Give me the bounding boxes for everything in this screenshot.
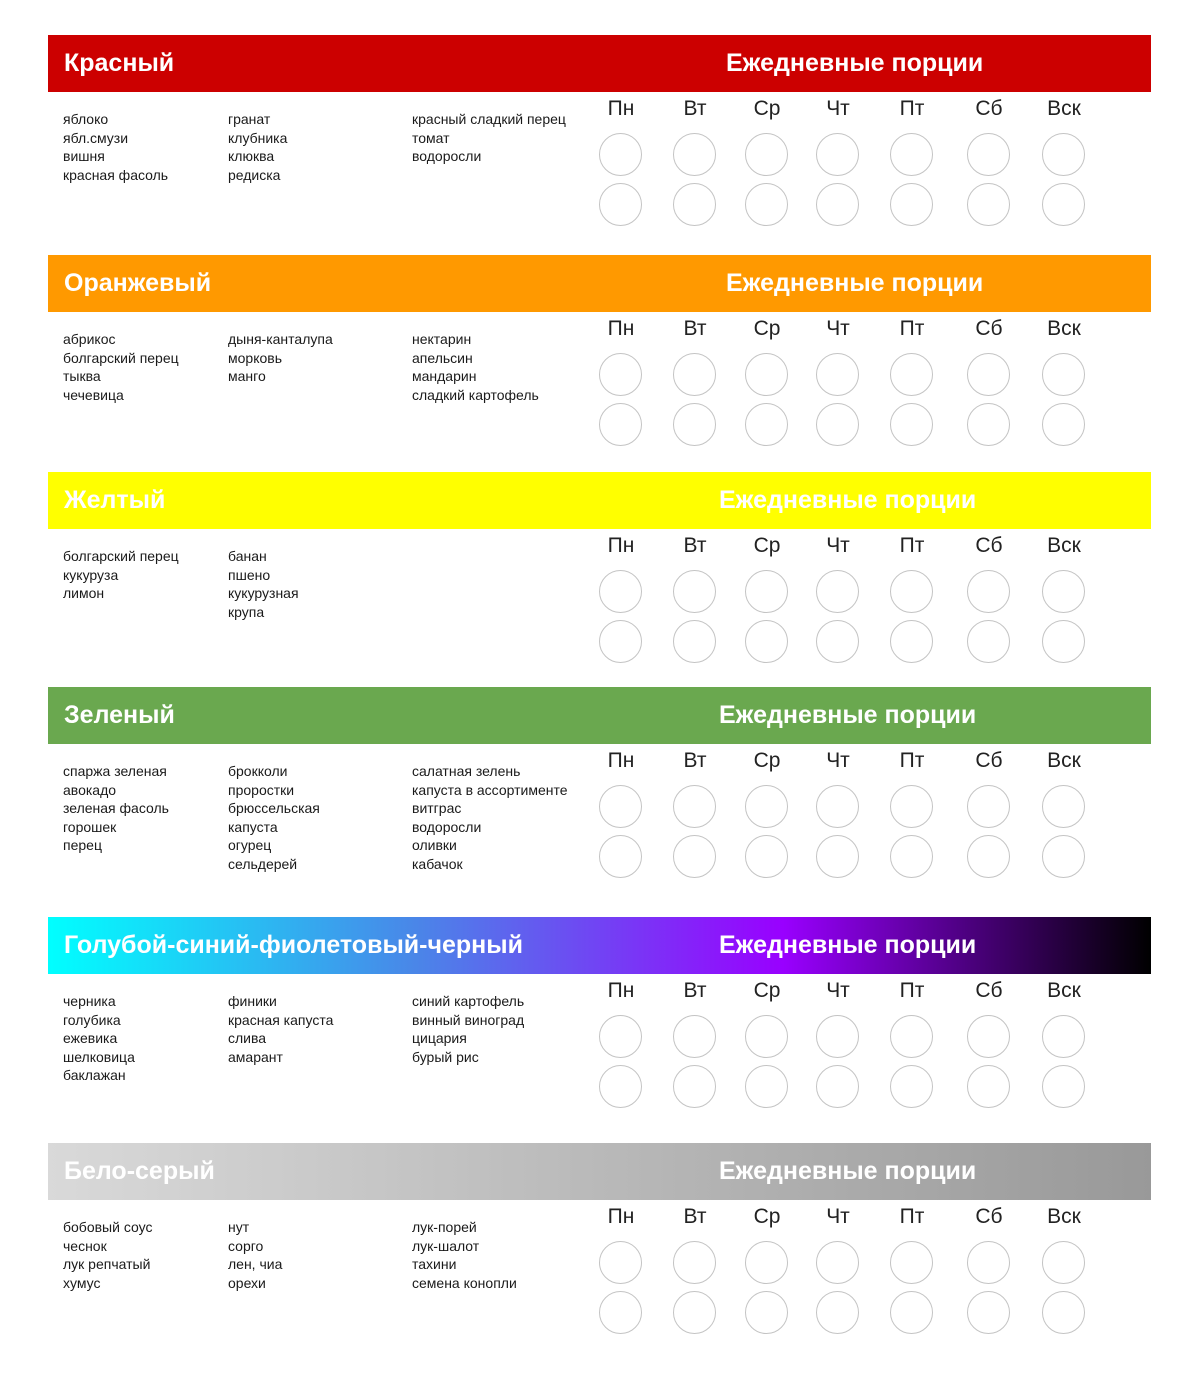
food-item: сорго <box>228 1237 264 1254</box>
food-item: банан <box>228 548 267 564</box>
food-item: зеленая фасоль <box>63 800 169 816</box>
day-label: Вт <box>683 534 707 557</box>
food-item: витграс <box>412 800 462 816</box>
food-item: крупа <box>228 603 265 620</box>
day-label: Пн <box>607 749 635 772</box>
serving-circle-sat-1[interactable] <box>967 785 1010 828</box>
section-red <box>48 35 1151 183</box>
serving-circle-sat-1[interactable] <box>967 570 1010 613</box>
day-label: Ср <box>753 534 781 557</box>
serving-circle-fri-1[interactable] <box>890 785 933 828</box>
day-label: Чт <box>826 97 850 120</box>
food-item: клубника <box>228 129 288 146</box>
day-label: Вск <box>1047 1205 1081 1228</box>
serving-circle-thu-2[interactable] <box>816 835 859 878</box>
serving-circle-wed-2[interactable] <box>745 403 788 446</box>
food-item: брюссельская <box>228 800 320 816</box>
serving-circle-fri-1[interactable] <box>890 1015 933 1058</box>
serving-circle-sun-2[interactable] <box>1042 403 1085 446</box>
food-item: баклажан <box>63 1067 126 1083</box>
food-item: абрикос <box>63 331 116 347</box>
food-list-column <box>63 330 179 404</box>
serving-circle-mon-2[interactable] <box>599 1291 642 1334</box>
food-item: финики <box>228 993 277 1009</box>
food-item: лен, чиа <box>228 1256 283 1272</box>
food-item: яблоко <box>63 111 109 127</box>
section-title: Бело-серый <box>64 1157 215 1185</box>
serving-circle-fri-1[interactable] <box>890 1241 933 1284</box>
serving-circle-fri-2[interactable] <box>890 835 933 878</box>
day-label: Вт <box>683 317 707 340</box>
serving-circle-sun-2[interactable] <box>1042 1291 1085 1334</box>
serving-circle-thu-2[interactable] <box>816 1291 859 1334</box>
serving-circle-sat-2[interactable] <box>967 1065 1010 1108</box>
serving-circle-tue-2[interactable] <box>673 1291 716 1334</box>
serving-circle-sat-1[interactable] <box>967 133 1010 176</box>
serving-circle-wed-1[interactable] <box>745 785 788 828</box>
food-item: кабачок <box>412 855 463 872</box>
day-label: Вск <box>1047 97 1081 120</box>
day-label: Сб <box>975 317 1003 340</box>
section-white-gray <box>48 1143 1151 1291</box>
food-item: дыня-канталупа <box>228 331 333 347</box>
food-list-column <box>228 330 333 386</box>
day-label: Чт <box>826 1205 850 1228</box>
serving-circle-fri-1[interactable] <box>890 353 933 396</box>
section-title: Зеленый <box>64 701 175 729</box>
food-item: голубика <box>63 1011 121 1028</box>
food-list-column <box>412 110 566 166</box>
day-label: Пн <box>607 979 635 1002</box>
serving-circle-thu-2[interactable] <box>816 183 859 226</box>
section-header-bar <box>48 687 1151 744</box>
food-item: красный сладкий перец <box>412 111 566 127</box>
food-item: салатная зелень <box>412 763 521 779</box>
day-label: Пн <box>607 534 635 557</box>
food-item: перец <box>63 837 102 853</box>
section-header-bar <box>48 917 1151 974</box>
food-list-column <box>63 110 168 184</box>
serving-circle-wed-1[interactable] <box>745 1015 788 1058</box>
food-list-column <box>412 1218 517 1292</box>
food-list-column <box>63 762 169 855</box>
serving-circle-fri-2[interactable] <box>890 1065 933 1108</box>
food-item: красная фасоль <box>63 166 169 183</box>
section-title: Желтый <box>64 486 166 514</box>
food-item: клюква <box>228 148 275 164</box>
section-title: Красный <box>64 49 175 77</box>
day-label: Ср <box>753 749 781 772</box>
daily-servings-heading: Ежедневные порции <box>719 931 977 959</box>
food-item: хумус <box>63 1274 101 1291</box>
food-list-column <box>228 992 333 1066</box>
serving-circle-sat-1[interactable] <box>967 1015 1010 1058</box>
food-item: нут <box>228 1219 250 1235</box>
serving-circle-thu-1[interactable] <box>816 353 859 396</box>
food-item: спаржа зеленая <box>63 763 167 779</box>
food-item: слива <box>228 1030 267 1046</box>
food-list-column <box>228 547 299 621</box>
serving-circle-mon-2[interactable] <box>599 403 642 446</box>
food-item: чеснок <box>63 1237 107 1254</box>
serving-circle-fri-2[interactable] <box>890 403 933 446</box>
day-label: Вск <box>1047 534 1081 557</box>
day-label: Ср <box>753 1205 781 1228</box>
serving-circle-sun-1[interactable] <box>1042 1241 1085 1284</box>
food-item: нектарин <box>412 331 472 347</box>
food-item: сельдерей <box>228 855 298 872</box>
day-label: Сб <box>975 979 1003 1002</box>
day-label: Сб <box>975 1205 1003 1228</box>
serving-circle-sun-1[interactable] <box>1042 1015 1085 1058</box>
day-label: Сб <box>975 534 1003 557</box>
day-label: Ср <box>753 979 781 1002</box>
food-item: кукурузная <box>228 585 299 601</box>
serving-circle-sun-2[interactable] <box>1042 620 1085 663</box>
section-green <box>48 687 1151 872</box>
food-list-column <box>63 547 179 603</box>
food-item: оливки <box>412 837 457 853</box>
food-item: мандарин <box>412 368 477 384</box>
food-item: тыква <box>63 368 101 384</box>
daily-servings-heading: Ежедневные порции <box>719 486 977 514</box>
food-item: ябл.смузи <box>63 129 129 146</box>
day-label: Сб <box>975 97 1003 120</box>
day-label: Сб <box>975 749 1003 772</box>
serving-circle-sat-2[interactable] <box>967 620 1010 663</box>
food-item: цицария <box>412 1030 467 1046</box>
food-item: огурец <box>228 837 272 853</box>
day-label: Пт <box>899 979 925 1002</box>
food-item: апельсин <box>412 349 473 366</box>
serving-circle-thu-1[interactable] <box>816 570 859 613</box>
serving-circle-tue-1[interactable] <box>673 785 716 828</box>
day-label: Ср <box>753 97 781 120</box>
serving-circle-wed-1[interactable] <box>745 570 788 613</box>
serving-circle-wed-2[interactable] <box>745 183 788 226</box>
serving-circle-sun-2[interactable] <box>1042 835 1085 878</box>
food-list-column <box>228 762 320 873</box>
serving-circle-tue-1[interactable] <box>673 133 716 176</box>
serving-circle-mon-2[interactable] <box>599 835 642 878</box>
serving-circle-sat-1[interactable] <box>967 353 1010 396</box>
serving-circle-fri-2[interactable] <box>890 183 933 226</box>
food-list-column <box>412 762 568 873</box>
day-label: Пт <box>899 534 925 557</box>
serving-circle-thu-2[interactable] <box>816 403 859 446</box>
food-item: ежевика <box>63 1030 118 1046</box>
serving-circle-wed-2[interactable] <box>745 1291 788 1334</box>
serving-circle-sun-2[interactable] <box>1042 1065 1085 1108</box>
serving-circle-wed-1[interactable] <box>745 1241 788 1284</box>
section-title: Оранжевый <box>64 269 212 297</box>
serving-circle-thu-1[interactable] <box>816 133 859 176</box>
section-header-bar <box>48 1143 1151 1200</box>
serving-circle-sat-2[interactable] <box>967 403 1010 446</box>
food-item: лимон <box>63 585 105 601</box>
day-label: Пт <box>899 97 925 120</box>
food-item: томат <box>412 129 450 146</box>
serving-circle-sat-2[interactable] <box>967 835 1010 878</box>
serving-circle-sat-2[interactable] <box>967 183 1010 226</box>
day-label: Вск <box>1047 317 1081 340</box>
serving-circle-mon-1[interactable] <box>599 785 642 828</box>
day-label: Чт <box>826 534 850 557</box>
day-label: Вт <box>683 979 707 1002</box>
daily-servings-heading: Ежедневные порции <box>726 269 984 297</box>
section-header-bar <box>48 35 1151 92</box>
food-list-column <box>63 1218 152 1292</box>
day-label: Чт <box>826 749 850 772</box>
day-label: Вт <box>683 97 707 120</box>
food-item: чечевица <box>63 386 124 403</box>
food-list-column <box>63 992 135 1085</box>
food-item: лук репчатый <box>63 1256 151 1272</box>
food-item: капуста в ассортименте <box>412 781 568 798</box>
food-item: водоросли <box>412 148 482 164</box>
serving-circle-mon-2[interactable] <box>599 620 642 663</box>
food-item: проростки <box>228 781 295 798</box>
food-item: болгарский перец <box>63 349 179 366</box>
daily-servings-heading: Ежедневные порции <box>719 1157 977 1185</box>
food-item: красная капуста <box>228 1011 334 1028</box>
day-label: Чт <box>826 979 850 1002</box>
food-item: редиска <box>228 166 281 183</box>
daily-servings-heading: Ежедневные порции <box>719 701 977 729</box>
serving-circle-sat-1[interactable] <box>967 1241 1010 1284</box>
section-header-bar <box>48 255 1151 312</box>
day-label: Вск <box>1047 749 1081 772</box>
food-item: черника <box>63 993 116 1009</box>
food-item: шелковица <box>63 1048 135 1065</box>
serving-circle-sat-2[interactable] <box>967 1291 1010 1334</box>
food-item: орехи <box>228 1274 266 1291</box>
serving-circle-mon-1[interactable] <box>599 353 642 396</box>
serving-circle-wed-1[interactable] <box>745 133 788 176</box>
day-label: Пн <box>607 97 635 120</box>
serving-circle-mon-1[interactable] <box>599 133 642 176</box>
day-label: Пт <box>899 749 925 772</box>
section-title: Голубой-синий-фиолетовый-черный <box>64 931 523 959</box>
food-list-column <box>412 330 539 404</box>
serving-circle-mon-1[interactable] <box>599 1241 642 1284</box>
food-item: брокколи <box>228 763 288 779</box>
food-item: морковь <box>228 349 282 366</box>
food-item: кукуруза <box>63 566 119 583</box>
food-item: лук-шалот <box>412 1237 480 1254</box>
food-item: синий картофель <box>412 993 525 1009</box>
food-item: манго <box>228 368 266 384</box>
serving-circle-tue-2[interactable] <box>673 835 716 878</box>
serving-circle-fri-1[interactable] <box>890 570 933 613</box>
serving-circle-wed-2[interactable] <box>745 620 788 663</box>
serving-circle-wed-1[interactable] <box>745 353 788 396</box>
serving-circle-mon-1[interactable] <box>599 570 642 613</box>
daily-servings-heading: Ежедневные порции <box>726 49 984 77</box>
food-list-column <box>228 1218 282 1292</box>
food-item: бурый рис <box>412 1048 479 1065</box>
serving-circle-sun-1[interactable] <box>1042 785 1085 828</box>
food-item: тахини <box>412 1256 457 1272</box>
food-item: вишня <box>63 148 105 164</box>
serving-circle-thu-2[interactable] <box>816 1065 859 1108</box>
serving-circle-wed-2[interactable] <box>745 835 788 878</box>
section-yellow <box>48 472 1151 620</box>
serving-circle-fri-1[interactable] <box>890 133 933 176</box>
food-item: амарант <box>228 1048 283 1065</box>
serving-circle-tue-2[interactable] <box>673 183 716 226</box>
serving-circle-wed-2[interactable] <box>745 1065 788 1108</box>
food-item: лук-порей <box>412 1219 477 1235</box>
day-label: Чт <box>826 317 850 340</box>
serving-circle-sun-2[interactable] <box>1042 183 1085 226</box>
food-item: водоросли <box>412 818 482 835</box>
food-item: винный виноград <box>412 1011 525 1028</box>
food-item: болгарский перец <box>63 548 179 564</box>
day-label: Пт <box>899 317 925 340</box>
serving-circle-tue-1[interactable] <box>673 1241 716 1284</box>
food-item: семена конопли <box>412 1274 517 1291</box>
serving-circle-fri-2[interactable] <box>890 1291 933 1334</box>
serving-circle-tue-1[interactable] <box>673 1015 716 1058</box>
food-item: авокадо <box>63 781 117 798</box>
day-label: Вск <box>1047 979 1081 1002</box>
day-label: Ср <box>753 317 781 340</box>
day-label: Вт <box>683 749 707 772</box>
food-item: бобовый соус <box>63 1219 153 1235</box>
day-label: Пт <box>899 1205 925 1228</box>
serving-circle-thu-1[interactable] <box>816 1015 859 1058</box>
serving-circle-tue-2[interactable] <box>673 403 716 446</box>
serving-circle-mon-1[interactable] <box>599 1015 642 1058</box>
serving-circle-sun-1[interactable] <box>1042 133 1085 176</box>
section-blue-purple-black <box>48 917 1151 1083</box>
serving-circle-tue-1[interactable] <box>673 353 716 396</box>
serving-circle-mon-2[interactable] <box>599 183 642 226</box>
day-label: Вт <box>683 1205 707 1228</box>
serving-circle-sun-1[interactable] <box>1042 353 1085 396</box>
serving-circle-fri-2[interactable] <box>890 620 933 663</box>
serving-circle-tue-2[interactable] <box>673 1065 716 1108</box>
food-item: пшено <box>228 566 271 583</box>
food-list-column <box>228 110 287 184</box>
day-label: Пн <box>607 317 635 340</box>
serving-circle-thu-1[interactable] <box>816 785 859 828</box>
food-item: сладкий картофель <box>412 386 539 403</box>
serving-circle-thu-1[interactable] <box>816 1241 859 1284</box>
food-item: капуста <box>228 818 278 835</box>
section-header-bar <box>48 472 1151 529</box>
serving-circle-tue-2[interactable] <box>673 620 716 663</box>
serving-circle-mon-2[interactable] <box>599 1065 642 1108</box>
day-label: Пн <box>607 1205 635 1228</box>
serving-circle-tue-1[interactable] <box>673 570 716 613</box>
serving-circle-thu-2[interactable] <box>816 620 859 663</box>
food-item: горошек <box>63 818 117 835</box>
food-list-column <box>412 992 524 1066</box>
food-item: гранат <box>228 111 271 127</box>
section-orange <box>48 255 1151 403</box>
serving-circle-sun-1[interactable] <box>1042 570 1085 613</box>
